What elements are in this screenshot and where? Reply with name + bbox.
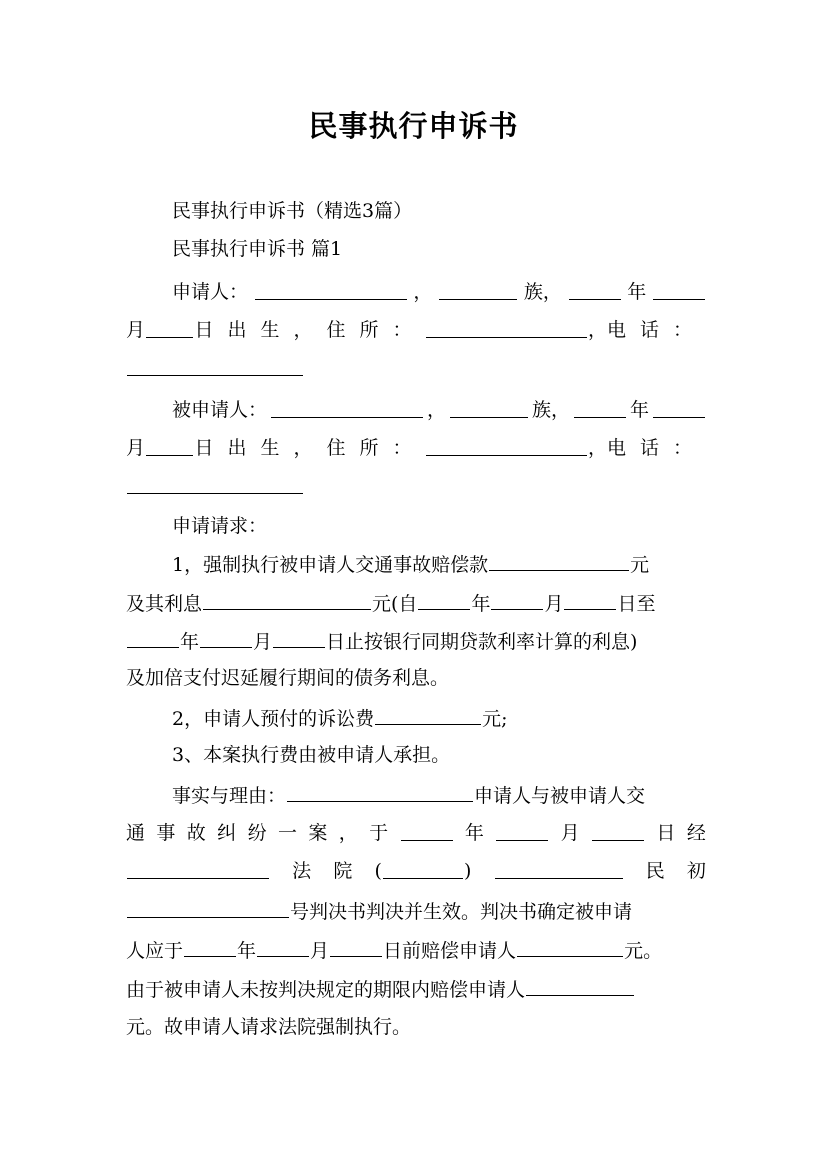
- blank-case-number: [127, 898, 289, 918]
- char: 民: [645, 860, 665, 882]
- char: 法: [292, 860, 312, 882]
- facts-line-5: [126, 937, 706, 963]
- blank-phone: [127, 474, 303, 494]
- char: ): [463, 860, 472, 882]
- req1-year-2: 年: [180, 631, 200, 653]
- respondent-line-1: [172, 398, 706, 422]
- char: 纠: [217, 822, 237, 844]
- char: 年: [464, 822, 484, 844]
- req1-unit: 元: [630, 554, 650, 576]
- case-year-group: [375, 859, 472, 883]
- request-1-line-1: [172, 551, 706, 577]
- request-1-line-4: 及加倍支付迟延履行期间的债务利息。: [126, 667, 450, 689]
- respondent-line-2: [126, 436, 706, 460]
- blank-case-court: [495, 859, 623, 879]
- applicant-born: 日出生，住所：: [194, 319, 426, 341]
- document-title: 民事执行申诉书: [308, 109, 519, 143]
- blank-name: [255, 280, 407, 300]
- blank-fee: [375, 705, 481, 725]
- facts-failure: 由于被申请人未按判决规定的期限内赔偿申请人: [126, 979, 526, 1001]
- char: 于: [369, 822, 389, 844]
- applicant-year: 年: [627, 281, 647, 303]
- char: 初: [686, 860, 706, 882]
- request-2: [172, 705, 706, 731]
- blank-year: [418, 590, 470, 610]
- blank-amount: [517, 937, 623, 957]
- facts-judgment: 号判决书判决并生效。判决书确定被申请: [290, 901, 633, 923]
- blank-month: [653, 280, 705, 300]
- blank-day: [146, 318, 193, 338]
- applicant-line-2: [126, 318, 706, 342]
- request-1-line-3: [126, 628, 706, 654]
- blank-name: [271, 398, 423, 418]
- blank-day: [146, 436, 193, 456]
- comma: ，: [587, 437, 607, 459]
- blank-month: [200, 628, 252, 648]
- facts-line-1: [172, 782, 706, 808]
- comma: ，: [426, 399, 446, 421]
- subtitle: 民事执行申诉书（精选3篇）: [172, 200, 413, 222]
- blank-interest: [203, 590, 371, 610]
- comma: ，: [587, 319, 607, 341]
- req1-from: 元(自: [372, 593, 418, 615]
- blank-month: [257, 937, 309, 957]
- respondent-phone: 电话：: [606, 437, 706, 459]
- blank-amount: [526, 976, 634, 996]
- char: ，: [338, 822, 358, 844]
- req1-month-2: 月: [253, 631, 273, 653]
- blank-year: [184, 937, 236, 957]
- facts-line-2: [126, 821, 706, 845]
- request-3: 3、本案执行费由被申请人承担。: [172, 744, 451, 766]
- req1-to: 日至: [617, 593, 656, 615]
- blank-day: [592, 821, 644, 841]
- char: 案: [308, 822, 328, 844]
- facts-line-4: [126, 898, 706, 924]
- applicant-month: 月: [126, 319, 146, 341]
- respondent-ethnic: 族，: [531, 399, 570, 421]
- facts-due: 人应于: [126, 940, 184, 962]
- blank-day: [330, 937, 382, 957]
- req2-text: 2，申请人预付的诉讼费: [172, 708, 375, 730]
- respondent-line-3: [126, 474, 706, 500]
- char: 纷: [247, 822, 267, 844]
- blank-address: [426, 436, 587, 456]
- applicant-phone: 电话：: [606, 319, 706, 341]
- blank-day: [564, 590, 616, 610]
- char: (: [374, 860, 382, 882]
- char: 故: [186, 822, 206, 844]
- char: 日: [656, 822, 676, 844]
- respondent-label: 被申请人：: [172, 399, 268, 421]
- blank-month: [653, 398, 705, 418]
- respondent-born: 日出生，住所：: [194, 437, 426, 459]
- blank-case-year: [383, 859, 463, 879]
- char: 通: [126, 822, 146, 844]
- char: 年: [237, 940, 257, 962]
- req1-text: 1，强制执行被申请人交通事故赔偿款: [172, 554, 489, 576]
- blank-year: [401, 821, 453, 841]
- blank-day: [273, 628, 325, 648]
- char: 事: [156, 822, 176, 844]
- section-heading: 民事执行申诉书 篇1: [172, 238, 343, 260]
- facts-line-7: 元。故申请人请求法院强制执行。: [126, 1016, 412, 1038]
- char: 一: [277, 822, 297, 844]
- req1-month: 月: [544, 593, 564, 615]
- blank-year: [569, 280, 621, 300]
- blank-ethnicity: [439, 280, 517, 300]
- facts-text: 申请人与被申请人交: [474, 785, 646, 807]
- char: 月: [310, 940, 330, 962]
- facts-line-6: [126, 976, 706, 1002]
- applicant-line-3: [126, 356, 706, 382]
- blank-address: [426, 318, 587, 338]
- request-1-line-2: [126, 590, 706, 616]
- request-heading: 申请请求：: [172, 515, 268, 537]
- blank-reason: [287, 782, 473, 802]
- req1-until: 日止按银行同期贷款利率计算的利息): [326, 631, 638, 653]
- req1-year: 年: [471, 593, 491, 615]
- blank-amount: [489, 551, 629, 571]
- facts-compensate: 日前赔偿申请人: [383, 940, 517, 962]
- req2-unit: 元;: [482, 708, 508, 730]
- facts-heading: 事实与理由：: [172, 785, 287, 807]
- blank-year: [574, 398, 626, 418]
- applicant-line-1: [172, 280, 706, 304]
- respondent-year: 年: [629, 399, 649, 421]
- char: 元。: [624, 940, 663, 962]
- blank-ethnicity: [450, 398, 528, 418]
- req1-interest: 及其利息: [126, 593, 203, 615]
- char: 月: [560, 822, 580, 844]
- blank-month: [491, 590, 543, 610]
- facts-line-3: [126, 859, 706, 883]
- applicant-ethnic: 族，: [523, 281, 562, 303]
- blank-court: [127, 859, 269, 879]
- respondent-month: 月: [126, 437, 146, 459]
- char: 院: [333, 860, 353, 882]
- char: 经: [686, 822, 706, 844]
- blank-phone: [127, 356, 303, 376]
- blank-year: [127, 628, 179, 648]
- applicant-label: 申请人：: [172, 281, 249, 303]
- blank-month: [496, 821, 548, 841]
- comma: ，: [413, 281, 433, 303]
